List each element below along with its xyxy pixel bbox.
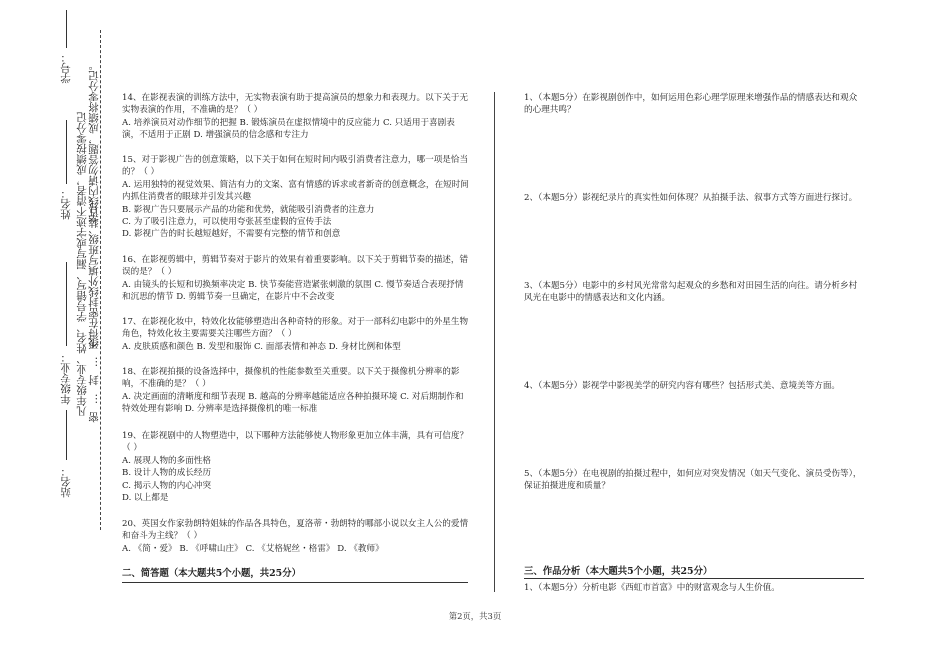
question-options: A. 培养演员对动作细节的把握 B. 锻炼演员在虚拟情境中的反应能力 C. 只适用于喜剧表演，不适用于正剧 D. 增强演员的信念感和专注力 [122, 117, 455, 141]
question-stem: 17、在影视化妆中，特效化妆能够塑造出各种奇特的形象。对于一部科幻电影中的外星生物角色，特效化妆主要需要关注哪些方面？（ ） [122, 317, 469, 340]
question-stem: 16、在影视剪辑中，剪辑节奏对于影片的效果有着重要影响。以下关于剪辑节奏的描述，错误的是？（ ） [122, 255, 469, 278]
option-b: B. 设计人物的成长经历 [122, 468, 212, 479]
question-20 [122, 518, 472, 555]
seal-line-label: 密…封…线 [88, 330, 100, 423]
question-stem: 20、英国女作家勃朗特姐妹的作品各具特色，夏洛蒂・勃朗特的哪部小说以女主人公的爱情和奋斗为主线？（ ） [122, 519, 469, 542]
question-stem: 18、在影视拍摄的设备选择中，摄像机的性能参数至关重要。以下关于摄像机分辨率的影响，不准确的是？（ ） [122, 367, 460, 390]
short-answer-4: 4、（本题5分）影视学中影视美学的研究内容有哪些？包括形式美、意境美等方面。 [524, 381, 841, 391]
section-title-work-analysis: 三、作品分析（本大题共5个小题，共25分） [524, 566, 713, 577]
section-rule-left [122, 582, 468, 583]
station-label: 站名： [60, 466, 72, 498]
option-c: C. 为了吸引注意力，可以使用夸张甚至虚假的宣传手法 [122, 217, 332, 228]
name-label: 姓名： [60, 188, 72, 220]
student-id-label: 学号： [60, 52, 72, 84]
question-options: A. 皮肤质感和颜色 B. 发型和服饰 C. 面部表情和神态 D. 身材比例和体型 [122, 341, 401, 352]
option-c: C. 揭示人物的内心冲突 [122, 480, 212, 491]
question-options: A. 决定画面的清晰度和细节表现 B. 越高的分辨率越能适应各种拍摄环境 C. 对后期制作和特效处理有影响 D. 分辨率是选择摄像机的唯一标准 [122, 391, 464, 415]
question-17 [122, 316, 472, 353]
question-stem: 19、在影视剧中的人物塑造中，以下哪种方法能够使人物形象更加立体丰满，具有可信度？（ ） [122, 431, 469, 454]
column-divider [494, 92, 495, 592]
question-14 [122, 92, 472, 142]
question-19 [122, 430, 472, 504]
analysis-question-1: 1、（本题5分）分析电影《西虹市首富》中的财富观念与人生价值。 [524, 583, 780, 593]
short-answer-5: 5、（本题5分）在电视剧的拍摄过程中，如何应对突发情况（如天气变化、演员受伤等），保证拍摄进度和质量？ [524, 469, 862, 492]
question-18 [122, 366, 472, 416]
name-line [66, 120, 67, 184]
instruction-grade: 凡年级专业、姓名、学号错写、漏写或字迹不清者，成绩按零分记 [76, 112, 88, 417]
question-16 [122, 254, 472, 304]
option-b: B. 影视广告只要展示产品的功能和优势，就能吸引消费者的注意力 [122, 204, 375, 215]
option-a: A. 运用独特的视觉效果、简洁有力的文案、富有情感的诉求或者新奇的创意概念，在短时间内抓住消费者的眼球并引发其兴趣 [122, 179, 469, 203]
short-answer-2: 2、（本题5分）影视纪录片的真实性如何体现？从拍摄手法、叙事方式等方面进行探讨。 [524, 193, 858, 203]
question-options: A. 《简・爱》 B. 《呼啸山庄》 C. 《艾格妮丝・格雷》 D. 《教师》 [122, 543, 384, 554]
question-stem: 14、在影视表演的训练方法中，无实物表演有助于提高演员的想象力和表现力。以下关于无实物表演的作用，不准确的是？（ ） [122, 93, 469, 116]
grade-line [66, 262, 67, 346]
question-15 [122, 154, 472, 241]
section-rule-right [524, 578, 864, 579]
grade-label: 年级专业： [60, 352, 72, 405]
section-title-short-answer: 二、简答题（本大题共5个小题，共25分） [122, 568, 301, 579]
option-d: D. 影视广告的时长越短越好，不需要有完整的情节和创意 [122, 229, 341, 240]
question-options: A. 由镜头的长短和切换频率决定 B. 快节奏能营造紧张刺激的氛围 C. 慢节奏适合表现抒情和沉思的情节 D. 剪辑节奏一旦确定，在影片中不会改变 [122, 279, 464, 303]
question-stem: 15、对于影视广告的创意策略，以下关于如何在短时间内吸引消费者注意力，哪一项是恰当的？（ ） [122, 155, 469, 178]
student-id-line [66, 10, 67, 48]
option-d: D. 以上都是 [122, 493, 169, 504]
instruction-top: 装订线内请勿答题，成绩将零分记。 [88, 60, 100, 228]
short-answer-1: 1、（本题5分）在影视剧创作中，如何运用色彩心理学原理来增强作品的情感表达和观众的心理共鸣？ [524, 93, 858, 116]
instruction-mid: 不得在密封线外填写班级、学号、 [88, 192, 100, 350]
binding-margin [0, 0, 110, 672]
page-footer: 第2页，共3页 [448, 611, 502, 621]
seal-dashed-line [100, 30, 101, 530]
option-a: A. 展现人物的多面性格 [122, 455, 212, 466]
short-answer-3: 3、（本题5分）电影中的乡村风光常常勾起观众的乡愁和对田园生活的向往。请分析乡村风光在电影中的情感表达和文化内涵。 [524, 281, 858, 304]
station-line [66, 410, 67, 460]
